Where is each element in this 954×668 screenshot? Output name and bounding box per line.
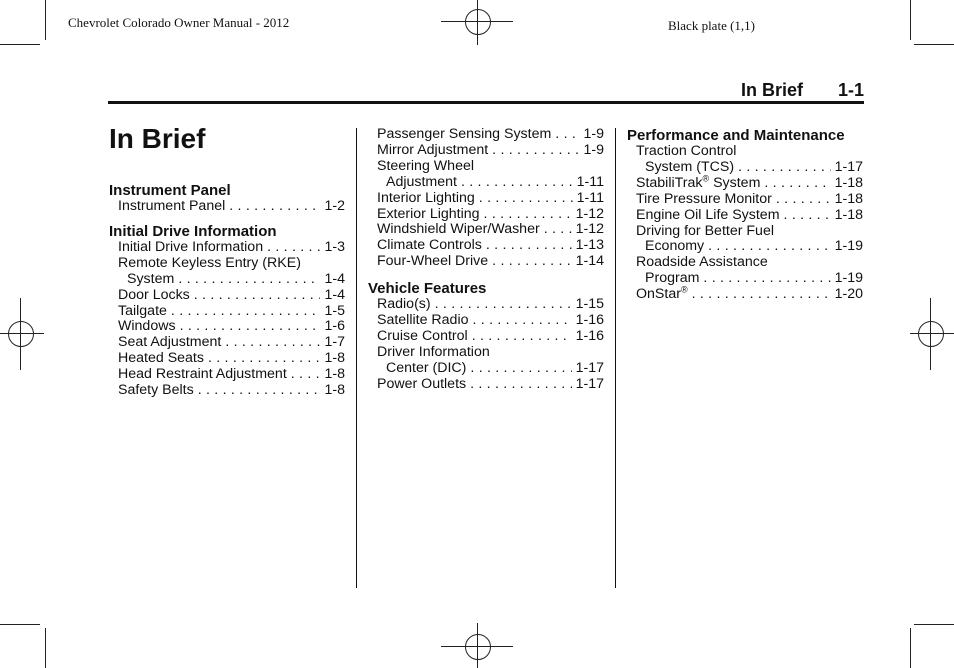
section-heading: Performance and Maintenance bbox=[627, 127, 845, 144]
toc-entry-line: Steering Wheel bbox=[377, 157, 474, 174]
toc-entry[interactable]: Center (DIC) . . . 1-17 bbox=[368, 361, 604, 377]
toc-entry[interactable]: OnStar® . . . 1-20 bbox=[627, 287, 863, 303]
crop-mark bbox=[914, 624, 954, 625]
toc-entry[interactable]: Head Restraint Adjustment . . . 1-8 bbox=[109, 367, 345, 383]
crop-mark bbox=[0, 44, 40, 45]
toc-column-2 bbox=[368, 127, 604, 393]
toc-entry[interactable]: Seat Adjustment . . . 1-7 bbox=[109, 335, 345, 351]
toc-entry[interactable]: Radio(s) . . . 1-15 bbox=[368, 297, 604, 313]
crop-mark bbox=[45, 628, 46, 668]
toc-entry[interactable]: Tailgate . . . 1-5 bbox=[109, 304, 345, 320]
toc-entry[interactable]: Passenger Sensing System . . . 1-9 bbox=[368, 127, 604, 143]
toc-entry-line: Driving for Better Fuel bbox=[636, 222, 774, 239]
toc-entry[interactable]: Initial Drive Information . . . 1-3 bbox=[109, 240, 345, 256]
toc-entry[interactable]: Engine Oil Life System . . . 1-18 bbox=[627, 208, 863, 224]
toc-entry[interactable]: Instrument Panel . . . 1-2 bbox=[109, 199, 345, 215]
plate-label: Black plate (1,1) bbox=[668, 18, 755, 33]
toc-entry[interactable]: Climate Controls . . . 1-13 bbox=[368, 238, 604, 254]
toc-entry[interactable]: Windshield Wiper/Washer . . . 1-12 bbox=[368, 222, 604, 238]
toc-entry[interactable]: Heated Seats . . . 1-8 bbox=[109, 351, 345, 367]
crop-mark bbox=[0, 624, 40, 625]
toc-entry[interactable]: Program . . . 1-19 bbox=[627, 271, 863, 287]
running-head-section: In Brief bbox=[740, 80, 803, 100]
document-title: Chevrolet Colorado Owner Manual - 2012 bbox=[68, 15, 290, 30]
toc-column-1 bbox=[109, 182, 345, 399]
toc-entry[interactable]: Safety Belts . . . 1-8 bbox=[109, 383, 345, 399]
toc-entry-line: Remote Keyless Entry (RKE) bbox=[118, 254, 301, 271]
toc-entry[interactable]: Tire Pressure Monitor . . . 1-18 bbox=[627, 192, 863, 208]
toc-entry[interactable]: Door Locks . . . 1-4 bbox=[109, 288, 345, 304]
toc-entry[interactable]: System . . . 1-4 bbox=[109, 272, 345, 288]
column-divider bbox=[615, 128, 616, 588]
toc-entry[interactable]: Satellite Radio . . . 1-16 bbox=[368, 313, 604, 329]
section-heading: Instrument Panel bbox=[109, 182, 231, 199]
toc-entry[interactable]: Cruise Control . . . 1-16 bbox=[368, 329, 604, 345]
toc-column-3 bbox=[627, 127, 863, 303]
section-heading: Initial Drive Information bbox=[109, 222, 277, 240]
header-rule bbox=[108, 101, 864, 104]
toc-entry[interactable]: System (TCS) . . . 1-17 bbox=[627, 160, 863, 176]
toc-entry-line: Roadside Assistance bbox=[636, 254, 768, 271]
toc-entry[interactable]: Adjustment . . . 1-11 bbox=[368, 175, 604, 191]
page-title: In Brief bbox=[109, 123, 206, 154]
toc-entry[interactable]: Windows . . . 1-6 bbox=[109, 319, 345, 335]
toc-entry-line: Traction Control bbox=[636, 143, 737, 159]
toc-entry[interactable]: StabiliTrak® System . . . 1-18 bbox=[627, 176, 863, 192]
crop-mark bbox=[914, 44, 954, 45]
running-head bbox=[741, 80, 864, 101]
toc-entry[interactable]: Economy . . . 1-19 bbox=[627, 239, 863, 255]
crop-mark bbox=[45, 0, 46, 40]
running-head-page: 1-1 bbox=[837, 80, 864, 100]
toc-entry-line: Driver Information bbox=[377, 343, 490, 360]
toc-entry[interactable]: Interior Lighting . . . 1-11 bbox=[368, 191, 604, 207]
toc-entry[interactable]: Exterior Lighting . . . 1-12 bbox=[368, 207, 604, 223]
column-divider bbox=[356, 128, 357, 588]
toc-entry[interactable]: Power Outlets . . . 1-17 bbox=[368, 377, 604, 393]
crop-mark bbox=[910, 0, 911, 40]
section-heading: Vehicle Features bbox=[368, 280, 487, 298]
toc-entry[interactable]: Four-Wheel Drive . . . 1-14 bbox=[368, 254, 604, 270]
toc-entry[interactable]: Mirror Adjustment . . . 1-9 bbox=[368, 143, 604, 159]
crop-mark bbox=[910, 628, 911, 668]
